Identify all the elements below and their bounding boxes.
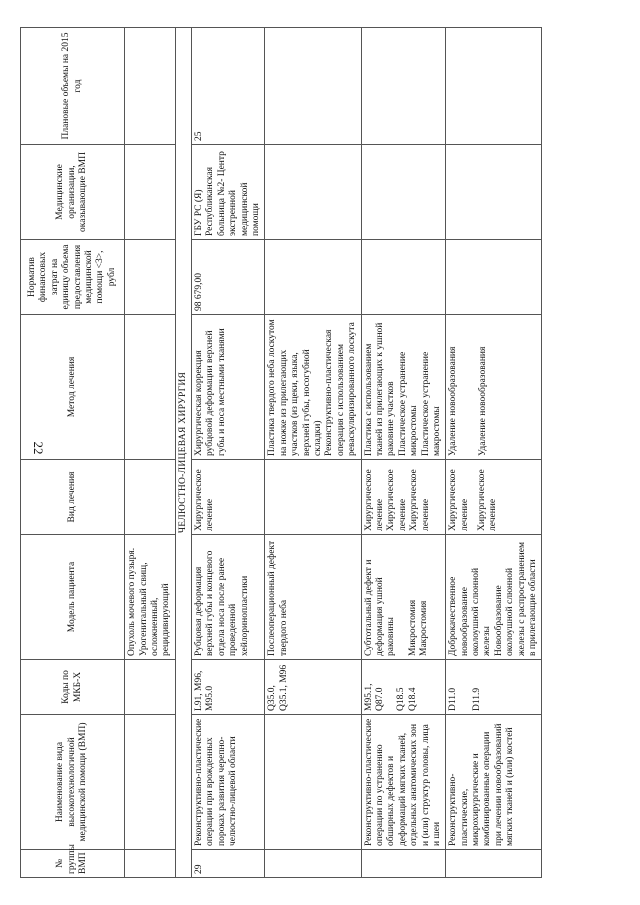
code-text: D11.9 [471,687,482,711]
cell-model: Послеоперационный дефект твердого неба [265,534,361,659]
cell-group-number: 29 [192,849,265,877]
model-text: Субтотальный дефект и деформация ушной раковины [363,559,397,656]
cell-model: Опухоль мочевого пузыря. Урогенитальный свищ, осложненный, рецидивирующий [125,534,176,659]
header-method: Метод лечения [21,314,125,459]
rotated-table-page [20,28,620,878]
cell-kind [446,459,542,534]
cell-model: Рубцовая деформация верхней губы и концевого отдела носа после ранее проведенной хейлоринопластики [192,534,265,659]
header-row [21,27,125,877]
header-group: № группы ВМП [21,849,125,877]
section-title: ЧЕЛЮСТНО-ЛИЦЕВАЯ ХИРУРГИЯ [175,27,191,877]
vmp-table [20,27,542,878]
table-row [192,27,265,877]
method-text: Пластика с использованием тканей из прилегающих к ушной раковине участков [363,322,397,456]
model-text: Микростомия [407,599,418,656]
code-text: Q18.5 [396,687,407,711]
cell-org: ГБУ РС (Я) Республиканская больница №2- Центр экстренной медицинской помощи [192,144,265,239]
cell-model [361,534,446,659]
method-text: Удаление новообразования [477,346,488,456]
table-row [125,27,176,877]
cell-kind: Хирургическое лечение [192,459,265,534]
model-text: Доброкачественное новообразование околоушной слюнной железы [448,567,493,656]
cell-method [265,314,361,459]
method-text: Удаление новообразования [448,346,459,456]
cell-model [446,534,542,659]
cell-codes: L91, M96, M95.0 [192,659,265,714]
table-row [361,27,446,877]
kind-text: Хирургическое лечение [448,468,470,531]
section-row [175,27,191,877]
code-text: Q18.4 [407,687,418,711]
method-text: Пластика твердого неба лоскутом на ножке из прилегающих участков (из щеки, языка, верхней губы, носогубной складки) [267,318,323,456]
kind-text: Хирургическое лечение [477,468,499,531]
cell-name: Реконструктивно-пластические, микрохирургические и комбинированные операции при лечении новообразований мягких тканей и (или) костей [446,714,542,849]
method-text: Пластическое устранение микростомы [397,351,420,456]
header-kind: Вид лечения [21,459,125,534]
model-text: Макростомия [419,600,430,656]
method-text: Реконструктивно-пластическая операция с использованием реваскуляризированного лоскута [324,321,358,456]
header-codes: Коды по МКБ-Х [21,659,125,714]
header-name: Наименование вида высокотехнологичной медицинской помощи (ВМП) [21,714,125,849]
kind-text: Хирургическое лечение [386,468,408,531]
kind-text: Хирургическое лечение [363,468,385,531]
kind-text: Хирургическое лечение [409,468,431,531]
page-number: 22 [31,441,46,455]
cell-codes [446,659,542,714]
model-text: Новообразование околоушной слюнной железы с распространением в прилегающие области [493,541,539,656]
header-norm: Норматив финансовых затрат на единицу объема предоставления медицинской помощи <3>, рубл [21,239,125,314]
code-text: M95.1, Q87.0 [363,683,385,711]
code-text: D11.0 [448,687,459,711]
method-text: Пластическое устранение макростомы [420,351,442,456]
table-row [446,27,542,877]
cell-name: Реконструктивно-пластические операции при врожденных пороках развития черепно-челюстно-лицевой области [192,714,265,849]
cell-name: Реконструктивно-пластические операции по устранению обширных дефектов и деформаций мягких тканей, отдельных анатомических зон и (или) структур головы, лица и шеи [361,714,446,849]
cell-codes [361,659,446,714]
header-orgs: Медицинские организации, оказывающие ВМП [21,144,125,239]
cell-method [361,314,446,459]
cell-method [446,314,542,459]
cell-method: Хирургическая коррекция рубцовой деформации верхней губы и носа местными тканями [192,314,265,459]
cell-norm: 98 679,00 [192,239,265,314]
table-row [265,27,361,877]
header-volume: Плановые объемы на 2015 год [21,27,125,144]
cell-codes: Q35.0, Q35.1, M96 [265,659,361,714]
header-model: Модель пациента [21,534,125,659]
cell-volume: 25 [192,27,265,144]
cell-kind [361,459,446,534]
